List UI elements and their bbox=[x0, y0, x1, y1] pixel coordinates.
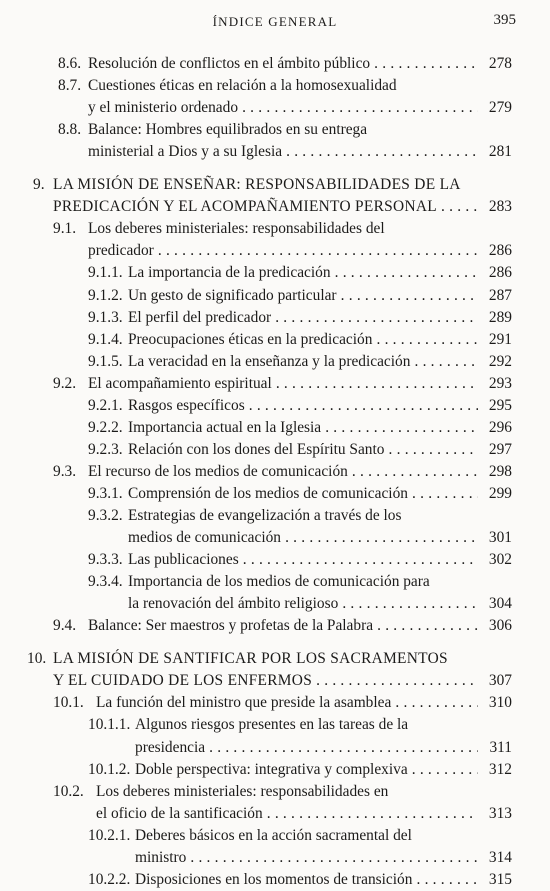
entry-number: 9.2.2. bbox=[88, 418, 123, 436]
entry-page-number: 283 bbox=[485, 195, 512, 218]
entry-number: 9.1.3. bbox=[88, 308, 123, 326]
entry-number: 8.7. bbox=[58, 77, 82, 95]
entry-number: 10.2.1. bbox=[88, 826, 131, 844]
entry-title: la renovación del ámbito religioso . . . bbox=[128, 592, 478, 615]
entry-title: presidencia . . . bbox=[135, 736, 478, 759]
entry-title: Un gesto de significado particular . . . bbox=[128, 284, 478, 307]
entry-page-number: 311 bbox=[485, 736, 512, 759]
entry-page-number: 286 bbox=[485, 239, 512, 262]
toc-entry bbox=[0, 140, 512, 163]
toc-entry bbox=[0, 824, 512, 847]
toc-entry bbox=[0, 350, 512, 373]
entry-number: 9.2. bbox=[53, 374, 77, 392]
toc-entry bbox=[0, 736, 512, 759]
entry-title: El acompañamiento espiritual . . . bbox=[88, 372, 478, 395]
toc-entry bbox=[0, 416, 512, 439]
entry-number: 9.3.2. bbox=[88, 507, 123, 524]
entry-number: 8.6. bbox=[58, 55, 82, 72]
entry-page-number: 314 bbox=[485, 846, 512, 869]
entry-number: 9.2.1. bbox=[88, 396, 123, 414]
entry-title: Balance: Hombres equilibrados en su entrega bbox=[88, 121, 368, 139]
toc-entry bbox=[0, 52, 512, 75]
entry-title: ministro . . . bbox=[135, 846, 478, 869]
entry-title: predicador . . . bbox=[88, 239, 478, 262]
entry-number: 9.1.1. bbox=[88, 264, 123, 282]
entry-title: Importancia actual en la Iglesia . . . bbox=[128, 416, 478, 439]
toc-entry bbox=[0, 570, 512, 593]
entry-number: 9.1.2. bbox=[88, 286, 123, 304]
page-number: 395 bbox=[493, 12, 516, 28]
entry-page-number: 306 bbox=[485, 614, 512, 637]
toc-entry bbox=[0, 614, 512, 637]
chapter-entry bbox=[0, 195, 512, 218]
entry-page-number: 302 bbox=[485, 548, 512, 571]
toc-entry bbox=[0, 217, 512, 240]
entry-title: Relación con los dones del Espíritu Santo . . . bbox=[128, 438, 478, 461]
chapter-entry bbox=[0, 669, 512, 692]
entry-number: 9.1.5. bbox=[88, 352, 123, 370]
entry-title: Importancia de los medios de comunicación para bbox=[128, 573, 430, 591]
toc-entry bbox=[0, 780, 512, 803]
toc-entry bbox=[0, 691, 512, 714]
entry-page-number: 281 bbox=[485, 140, 512, 163]
entry-number: 10. bbox=[27, 650, 47, 668]
entry-title: Los deberes ministeriales: responsabilidades en bbox=[96, 782, 389, 800]
entry-page-number: 307 bbox=[485, 669, 512, 692]
entry-number: 10.1. bbox=[53, 694, 84, 712]
entry-page-number: 312 bbox=[485, 758, 512, 781]
entry-title: Comprensión de los medios de comunicación . . . bbox=[128, 482, 478, 505]
entry-page-number: 278 bbox=[485, 52, 512, 75]
entry-number: 9.3.3. bbox=[88, 551, 123, 569]
toc-entry bbox=[0, 868, 512, 891]
entry-page-number: 310 bbox=[485, 691, 512, 714]
entry-title: Las publicaciones . . . bbox=[128, 548, 478, 571]
entry-title: ministerial a Dios y a su Iglesia . . . bbox=[88, 140, 478, 163]
toc-entry bbox=[0, 239, 512, 262]
entry-title: PREDICACIÓN Y EL ACOMPAÑAMIENTO PERSONAL . . . bbox=[53, 195, 478, 218]
entry-number: 9.1. bbox=[53, 220, 77, 238]
entry-title: Cuestiones éticas en relación a la homosexualidad bbox=[88, 77, 397, 95]
entry-title: LA MISIÓN DE SANTIFICAR POR LOS SACRAMENTOS bbox=[53, 650, 448, 668]
entry-title: Disposiciones en los momentos de transición . . . bbox=[135, 868, 478, 891]
chapter-entry bbox=[0, 647, 512, 670]
toc-entry bbox=[0, 846, 512, 869]
toc-entry bbox=[0, 802, 512, 825]
entry-page-number: 315 bbox=[485, 868, 512, 891]
toc-entry bbox=[0, 261, 512, 284]
entry-title: Los deberes ministeriales: responsabilidades del bbox=[88, 220, 385, 238]
entry-page-number: 295 bbox=[485, 394, 512, 417]
entry-page-number: 298 bbox=[485, 460, 512, 483]
entry-page-number: 292 bbox=[485, 350, 512, 373]
entry-number: 9.3.1. bbox=[88, 484, 123, 502]
toc-entry bbox=[0, 372, 512, 395]
toc-entry bbox=[0, 482, 512, 505]
entry-title: Deberes básicos en la acción sacramental del bbox=[135, 826, 412, 844]
entry-title: Balance: Ser maestros y profetas de la Palabra . . . bbox=[88, 614, 478, 637]
entry-page-number: 299 bbox=[485, 482, 512, 505]
toc-entry bbox=[0, 306, 512, 329]
entry-title: Resolución de conflictos en el ámbito público . . . bbox=[88, 52, 478, 75]
entry-number: 8.8. bbox=[58, 121, 82, 139]
entry-title: La función del ministro que preside la asamblea . . . bbox=[96, 691, 478, 714]
entry-number: 10.1.1. bbox=[88, 716, 131, 734]
entry-title: Algunos riesgos presentes en las tareas de la bbox=[135, 716, 409, 734]
entry-page-number: 287 bbox=[485, 284, 512, 307]
entry-page-number: 286 bbox=[485, 261, 512, 284]
entry-page-number: 297 bbox=[485, 438, 512, 461]
entry-title: Y EL CUIDADO DE LOS ENFERMOS . . . bbox=[53, 669, 478, 692]
entry-title: Rasgos específicos . . . bbox=[128, 394, 478, 417]
entry-page-number: 313 bbox=[485, 802, 512, 825]
toc-entry bbox=[0, 118, 512, 141]
entry-number: 9.1.4. bbox=[88, 330, 123, 348]
entry-number: 9. bbox=[33, 176, 45, 194]
chapter-entry bbox=[0, 173, 512, 196]
entry-number: 9.4. bbox=[53, 617, 77, 635]
entry-title: La veracidad en la enseñanza y la predicación . . . bbox=[128, 350, 478, 373]
entry-title: LA MISIÓN DE ENSEÑAR: RESPONSABILIDADES DE LA bbox=[53, 176, 461, 194]
entry-title: medios de comunicación . . . bbox=[128, 526, 478, 549]
entry-page-number: 289 bbox=[485, 306, 512, 329]
entry-number: 9.3.4. bbox=[88, 573, 123, 591]
entry-title: Preocupaciones éticas en la predicación . . . bbox=[128, 328, 478, 351]
toc-entry bbox=[0, 504, 512, 527]
toc-entry bbox=[0, 548, 512, 571]
entry-number: 10.2.2. bbox=[88, 870, 131, 888]
running-title: ÍNDICE GENERAL bbox=[212, 14, 338, 29]
toc-entry bbox=[0, 526, 512, 549]
toc-entry bbox=[0, 438, 512, 461]
toc-entry bbox=[0, 74, 512, 97]
entry-page-number: 301 bbox=[485, 526, 512, 549]
entry-page-number: 293 bbox=[485, 372, 512, 395]
entry-title: el oficio de la santificación . . . bbox=[96, 802, 478, 825]
entry-number: 9.2.3. bbox=[88, 440, 123, 458]
entry-number: 10.1.2. bbox=[88, 760, 131, 778]
toc-entry bbox=[0, 328, 512, 351]
entry-page-number: 291 bbox=[485, 328, 512, 351]
toc-entry bbox=[0, 713, 512, 736]
entry-number: 10.2. bbox=[53, 782, 84, 800]
entry-title: La importancia de la predicación . . . bbox=[128, 261, 478, 284]
toc-entry bbox=[0, 394, 512, 417]
entry-title: Estrategias de evangelización a través de los bbox=[128, 507, 402, 524]
entry-title: El recurso de los medios de comunicación . . . bbox=[88, 460, 478, 483]
entry-page-number: 304 bbox=[485, 592, 512, 615]
entry-title: y el ministerio ordenado . . . bbox=[88, 96, 478, 119]
toc-entry bbox=[0, 96, 512, 119]
toc-entry bbox=[0, 592, 512, 615]
entry-title: Doble perspectiva: integrativa y complexiva . . . bbox=[135, 758, 478, 781]
entry-number: 9.3. bbox=[53, 462, 77, 480]
toc-entry bbox=[0, 460, 512, 483]
toc-entry bbox=[0, 284, 512, 307]
toc-entry bbox=[0, 758, 512, 781]
entry-page-number: 279 bbox=[485, 96, 512, 119]
entry-title: El perfil del predicador . . . bbox=[128, 306, 478, 329]
entry-page-number: 296 bbox=[485, 416, 512, 439]
